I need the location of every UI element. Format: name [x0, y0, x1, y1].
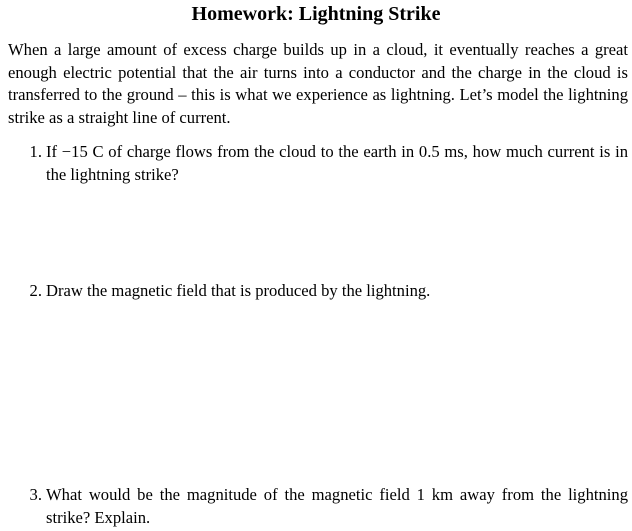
question-text: If −15 C of charge flows from the cloud to the earth in 0.5 ms, how much current is in the lightning strike?	[46, 142, 628, 184]
question-text: Draw the magnetic field that is produced by the lightning.	[46, 281, 431, 300]
page-title: Homework: Lightning Strike	[191, 3, 441, 25]
question-number: 3.	[29, 485, 42, 504]
question-2	[20, 280, 628, 303]
question-1	[20, 141, 628, 186]
question-number: 2.	[29, 281, 42, 300]
question-text: What would be the magnitude of the magnetic field 1 km away from the lightning strike? Explain.	[46, 485, 628, 527]
question-3	[20, 484, 628, 529]
question-number: 1.	[29, 142, 42, 161]
intro-paragraph: When a large amount of excess charge builds up in a cloud, it eventually reaches a great enough electric potential that the air turns into a conductor and the charge in the cloud is transferred to the ground – this is what we experience as lightning. Let’s model the lightning strike as a straight line of current.	[8, 40, 628, 128]
